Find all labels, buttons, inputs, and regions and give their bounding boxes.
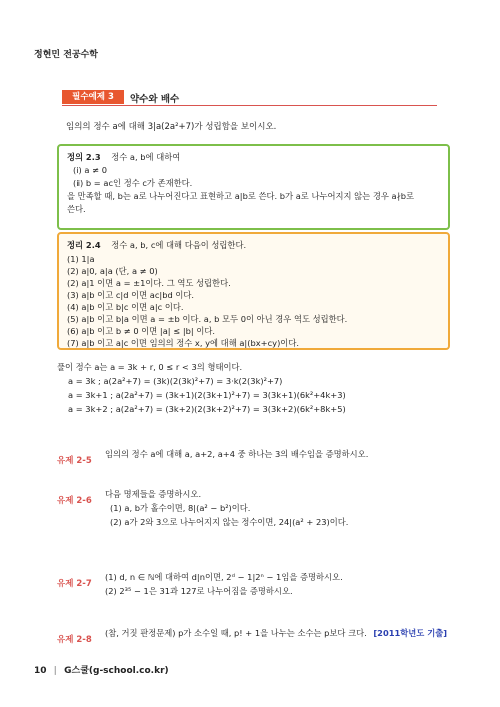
exercise-text: (2) 2³⁵ − 1은 31과 127로 나누어짐을 증명하시오. (105, 586, 293, 596)
page-number: 10 (34, 666, 47, 676)
exercise-label: 유제 2-7 (57, 579, 92, 589)
footer-separator: | (53, 666, 57, 676)
definition-line: 쓴다. (67, 204, 86, 214)
exercise-label: 유제 2-6 (57, 496, 92, 506)
exercise-text: (1) d, n ∈ ℕ에 대하여 d|n이면, 2ᵈ − 1|2ⁿ − 1임을 증명하시오. (105, 572, 343, 582)
exercise-2-8 (57, 627, 92, 646)
definition-label: 정의 2.3 (67, 152, 101, 162)
exercise-text: (참, 거짓 판정문제) p가 소수일 때, p! + 1을 나누는 소수는 p보다 크다. (105, 628, 367, 638)
exercise-label: 유제 2-5 (57, 456, 92, 466)
theorem-item: (2) a|0, a|a (단, a ≠ 0) (67, 266, 158, 276)
exercise-text: (2) a가 2와 3으로 나누어지지 않는 정수이면, 24|(a² + 23)이다. (110, 517, 349, 527)
theorem-intro: 정수 a, b, c에 대해 다음이 성립한다. (111, 240, 247, 250)
exercise-label: 유제 2-8 (57, 635, 92, 645)
theorem-item: (4) a|b 이고 b|c 이면 a|c 이다. (67, 302, 184, 312)
theorem-item: (7) a|b 이고 a|c 이면 임의의 정수 x, y에 대해 a|(bx+cy)이다. (67, 338, 299, 348)
problem-statement: 임의의 정수 a에 대해 3|a(2a²+7)가 성립함을 보이시오. (66, 122, 277, 132)
definition-line: (ⅰ) a ≠ 0 (73, 165, 108, 175)
exercise-2-5 (57, 448, 92, 467)
exercise-2-6 (57, 488, 92, 507)
theorem-box (57, 232, 450, 350)
exercise-text: 다음 명제들을 증명하시오. (105, 489, 202, 499)
proof-line: a = 3k+1 ; a(2a²+7) = (3k+1)(2(3k+1)²+7) = 3(3k+1)(6k²+4k+3) (68, 390, 346, 400)
theorem-item: (5) a|b 이고 b|a 이면 a = ±b 이다. a, b 모두 0이 아닌 경우 역도 성립한다. (67, 314, 348, 324)
definition-intro: 정수 a, b에 대하여 (111, 152, 181, 162)
exercise-2-7 (57, 571, 92, 590)
definition-line: 을 만족할 때, b는 a로 나누어진다고 표현하고 a|b로 쓴다. b가 a로 나누어지지 않는 경우 a∤b로 (67, 191, 415, 201)
exam-year-tag: [2011학년도 기출] (373, 628, 448, 638)
proof-intro: 풀이 정수 a는 a = 3k + r, 0 ≤ r < 3의 형태이다. (57, 362, 243, 372)
book-title: 정현민 전공수학 (34, 50, 98, 60)
theorem-item: (2) a|1 이면 a = ±1이다. 그 역도 성립한다. (67, 278, 231, 288)
theorem-item: (1) 1|a (67, 254, 95, 264)
exercise-text: (1) a, b가 홀수이면, 8|(a² − b²)이다. (110, 503, 251, 513)
theorem-item: (6) a|b 이고 b ≠ 0 이면 |a| ≤ |b| 이다. (67, 326, 215, 336)
definition-box (57, 144, 450, 230)
section-badge: 필수예제 3 (62, 90, 124, 104)
footer-site: G스쿨(g-school.co.kr) (64, 666, 169, 676)
page-footer (34, 663, 169, 676)
proof-line: a = 3k ; a(2a²+7) = (3k)(2(3k)²+7) = 3·k(2(3k)²+7) (68, 376, 283, 386)
proof-line: a = 3k+2 ; a(2a²+7) = (3k+2)(2(3k+2)²+7) = 3(3k+2)(6k²+8k+5) (68, 404, 346, 414)
section-title: 약수와 배수 (130, 94, 180, 105)
theorem-label: 정리 2.4 (67, 240, 101, 250)
definition-line: (ⅱ) b = ac인 정수 c가 존재한다. (73, 178, 193, 188)
exercise-text: 임의의 정수 a에 대해 a, a+2, a+4 중 하나는 3의 배수임을 증명하시오. (105, 449, 369, 459)
theorem-item: (3) a|b 이고 c|d 이면 ac|bd 이다. (67, 290, 195, 300)
